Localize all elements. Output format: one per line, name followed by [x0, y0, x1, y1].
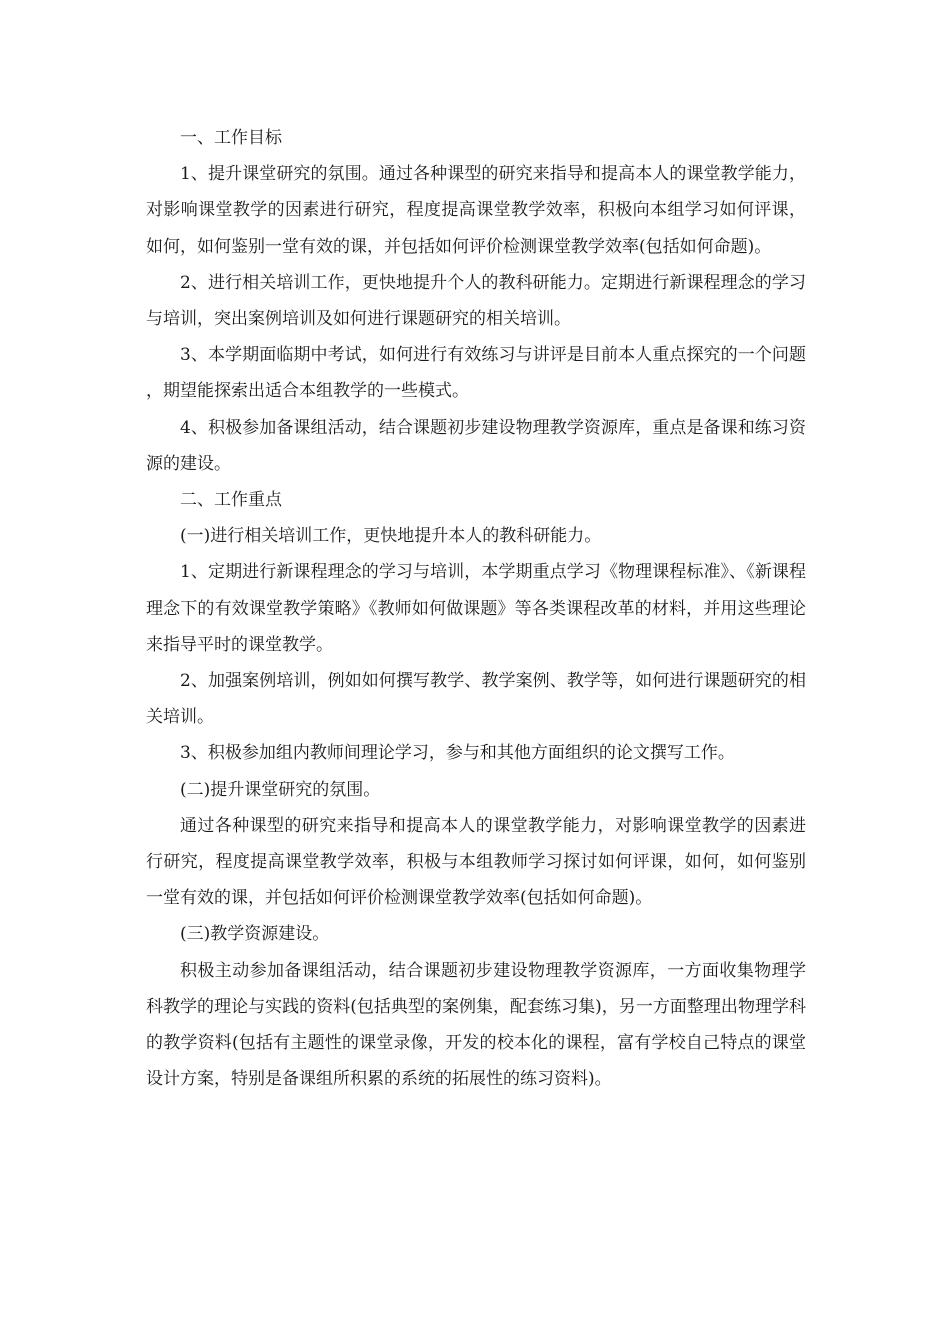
subheading-training: (一)进行相关培训工作，更快地提升本人的教科研能力。 — [180, 526, 602, 547]
subheading-resources: (三)教学资源建设。 — [180, 924, 330, 945]
paragraph-goal-3: 3、本学期面临期中考试，如何进行有效练习与讲评是目前本人重点探究的一个问题，期望能探索出适合本组教学的一些模式。 — [146, 345, 806, 402]
paragraph-training-3: 3、积极参加组内教师间理论学习，参与和其他方面组织的论文撰写工作。 — [180, 743, 735, 764]
section-heading-focus: 二、工作重点 — [180, 490, 282, 511]
section-heading-goals: 一、工作目标 — [180, 128, 282, 148]
paragraph-goal-2: 2、进行相关培训工作，更快地提升个人的教科研能力。定期进行新课程理念的学习与培训，突出案例培训及如何进行课题研究的相关培训。 — [146, 272, 806, 330]
paragraph-resources: 积极主动参加备课组活动，结合课题初步建设物理教学资源库，一方面收集物理学科教学的理论与实践的资料(包括典型的案例集，配套练习集)，另一方面整理出物理学科的教学资料(包括有主题性的课堂录像，开发的校本化的课程，富有学校自己特点的课堂设计方案，特别是备课组所积累的系统的拓展性的练习资料)。 — [146, 960, 806, 1090]
paragraph-training-1: 1、定期进行新课程理念的学习与培训，本学期重点学习《物理课程标准》、《新课程理念下的有效课堂教学策略》《教师如何做课题》等各类课程改革的材料，并用这些理论来指导平时的课堂教学。 — [146, 562, 806, 655]
paragraph-goal-1: 1、提升课堂研究的氛围。通过各种课型的研究来指导和提高本人的课堂教学能力，对影响课堂教学的因素进行研究，程度提高课堂教学效率，积极向本组学习如何评课，如何，如何鉴别一堂有效的课，并包括如何评价检测课堂教学效率(包括如何命题)。 — [146, 164, 806, 257]
paragraph-goal-4: 4、积极参加备课组活动，结合课题初步建设物理教学资源库，重点是备课和练习资源的建设。 — [146, 417, 806, 474]
paragraph-training-2: 2、加强案例培训，例如如何撰写教学、教学案例、教学等，如何进行课题研究的相关培训。 — [146, 671, 806, 728]
document-body — [146, 120, 806, 1097]
subheading-research: (二)提升课堂研究的氛围。 — [180, 779, 381, 800]
paragraph-research: 通过各种课型的研究来指导和提高本人的课堂教学能力，对影响课堂教学的因素进行研究，程度提高课堂教学效率，积极与本组教师学习探讨如何评课，如何，如何鉴别一堂有效的课，并包括如何评价检测课堂教学效率(包括如何命题)。 — [146, 815, 806, 909]
